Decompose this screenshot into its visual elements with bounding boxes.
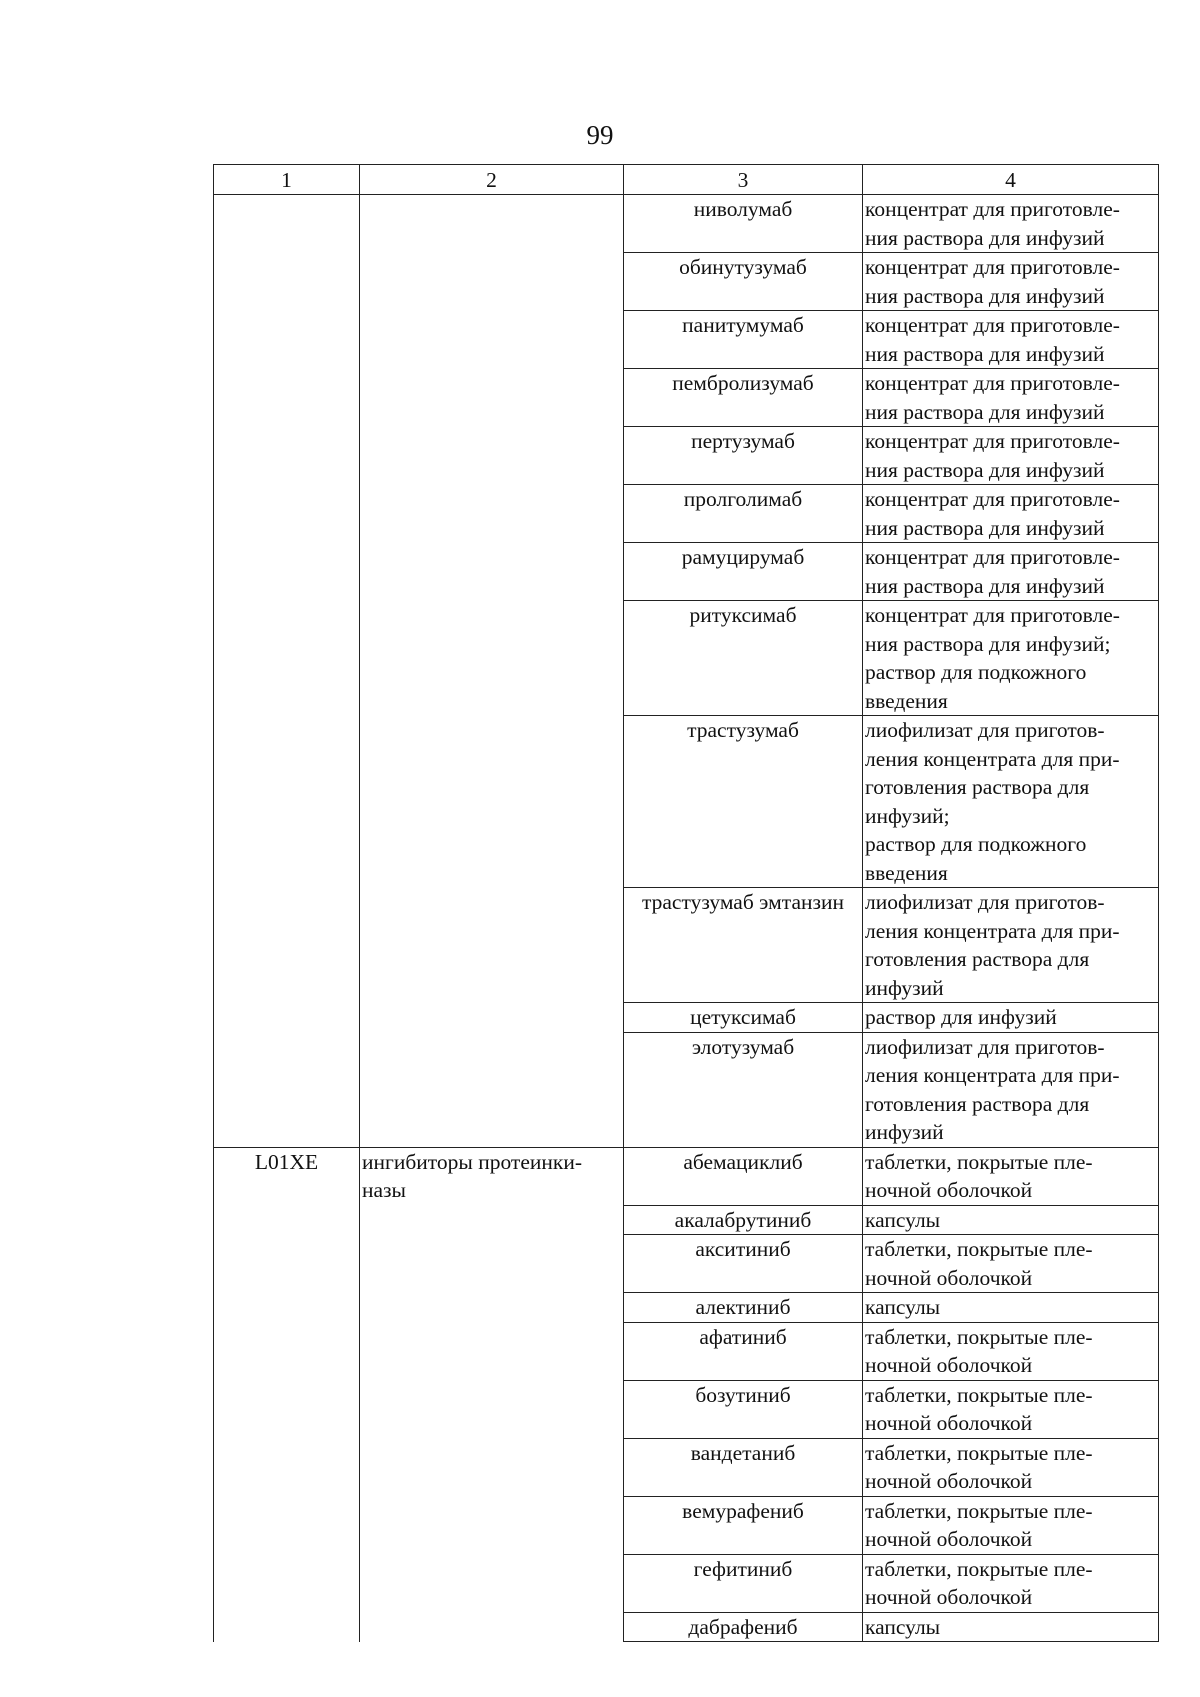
drug-table	[213, 164, 1159, 1642]
drug-name-cell: дабрафениб	[624, 1612, 863, 1642]
drug-name-cell: обинутузумаб	[624, 253, 863, 311]
drug-name-cell: ритуксимаб	[624, 601, 863, 716]
drug-name-cell: трастузумаб	[624, 716, 863, 888]
column-header-4: 4	[863, 165, 1159, 195]
drug-name-cell: панитумумаб	[624, 311, 863, 369]
drug-name-cell: акситиниб	[624, 1235, 863, 1293]
dosage-form-cell: таблетки, покрытые пле- ночной оболочкой	[863, 1554, 1159, 1612]
dosage-form-cell: капсулы	[863, 1205, 1159, 1235]
drug-name-cell: рамуцирумаб	[624, 543, 863, 601]
drug-name-cell: бозутиниб	[624, 1380, 863, 1438]
dosage-form-cell: капсулы	[863, 1612, 1159, 1642]
drug-name-cell: вандетаниб	[624, 1438, 863, 1496]
column-header-3: 3	[624, 165, 863, 195]
dosage-form-cell: концентрат для приготовле- ния раствора для инфузий	[863, 427, 1159, 485]
table-body	[214, 195, 1159, 1642]
dosage-form-cell: капсулы	[863, 1293, 1159, 1323]
dosage-form-cell: концентрат для приготовле- ния раствора для инфузий	[863, 253, 1159, 311]
dosage-form-cell: лиофилизат для приготов- ления концентрата для при- готовления раствора для инфузий	[863, 888, 1159, 1003]
drug-name-cell: вемурафениб	[624, 1496, 863, 1554]
drug-name-cell: афатиниб	[624, 1322, 863, 1380]
drug-name-cell: цетуксимаб	[624, 1003, 863, 1033]
dosage-form-cell: таблетки, покрытые пле- ночной оболочкой	[863, 1380, 1159, 1438]
drug-name-cell: трастузумаб эмтанзин	[624, 888, 863, 1003]
dosage-form-cell: раствор для инфузий	[863, 1003, 1159, 1033]
dosage-form-cell: концентрат для приготовле- ния раствора для инфузий	[863, 485, 1159, 543]
drug-name-cell: пембролизумаб	[624, 369, 863, 427]
dosage-form-cell: таблетки, покрытые пле- ночной оболочкой	[863, 1322, 1159, 1380]
table-row	[214, 195, 1159, 253]
atc-code-cell	[214, 195, 360, 1148]
drug-name-cell: пертузумаб	[624, 427, 863, 485]
column-header-2: 2	[360, 165, 624, 195]
page-number: 99	[586, 120, 614, 150]
table-row	[214, 1147, 1159, 1205]
header-row	[214, 165, 1159, 195]
dosage-form-cell: концентрат для приготовле- ния раствора для инфузий	[863, 195, 1159, 253]
drug-name-cell: элотузумаб	[624, 1032, 863, 1147]
dosage-form-cell: лиофилизат для приготов- ления концентрата для при- готовления раствора для инфузий; раствор для подкожного введения	[863, 716, 1159, 888]
column-header-1: 1	[214, 165, 360, 195]
drug-name-cell: акалабрутиниб	[624, 1205, 863, 1235]
dosage-form-cell: таблетки, покрытые пле- ночной оболочкой	[863, 1496, 1159, 1554]
dosage-form-cell: таблетки, покрытые пле- ночной оболочкой	[863, 1438, 1159, 1496]
dosage-form-cell: концентрат для приготовле- ния раствора для инфузий	[863, 369, 1159, 427]
dosage-form-cell: лиофилизат для приготов- ления концентрата для при- готовления раствора для инфузий	[863, 1032, 1159, 1147]
atc-group-cell: ингибиторы протеинки- назы	[360, 1147, 624, 1642]
dosage-form-cell: концентрат для приготовле- ния раствора для инфузий	[863, 311, 1159, 369]
dosage-form-cell: концентрат для приготовле- ния раствора для инфузий	[863, 543, 1159, 601]
drug-name-cell: пролголимаб	[624, 485, 863, 543]
atc-code-cell: L01XE	[214, 1147, 360, 1642]
atc-group-cell	[360, 195, 624, 1148]
dosage-form-cell: таблетки, покрытые пле- ночной оболочкой	[863, 1147, 1159, 1205]
drug-name-cell: алектиниб	[624, 1293, 863, 1323]
dosage-form-cell: концентрат для приготовле- ния раствора для инфузий; раствор для подкожного введения	[863, 601, 1159, 716]
drug-name-cell: ниволумаб	[624, 195, 863, 253]
drug-name-cell: гефитиниб	[624, 1554, 863, 1612]
dosage-form-cell: таблетки, покрытые пле- ночной оболочкой	[863, 1235, 1159, 1293]
drug-name-cell: абемациклиб	[624, 1147, 863, 1205]
